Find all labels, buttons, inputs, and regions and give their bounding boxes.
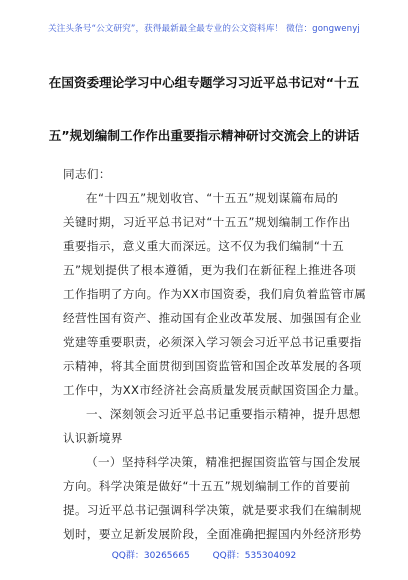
paragraph-line: 经营性国有资产、推动国有企业改革发展、加强国有企业	[63, 311, 362, 325]
footer-contacts	[0, 548, 408, 561]
paragraph-line: 提。习近平总书记强调科学决策，就是要求我们在编制规	[63, 503, 362, 517]
paragraph-line: 工作指明了方向。作为XX市国资委，我们肩负着监管市属	[63, 287, 367, 301]
paragraph-line: 重要指示，意义重大而深远。这不仅为我们编制“十五	[63, 239, 345, 253]
paragraph-line: 五”规划提供了根本遵循，更为我们在新征程上推进各项	[63, 263, 357, 277]
qq-group-1[interactable]: QQ群：30265665	[111, 551, 190, 561]
salutation: 同志们：	[63, 167, 111, 181]
section-heading: 一、深刻领会习近平总书记重要指示精神，提升思想	[86, 407, 361, 421]
subsection-line: （一）坚持科学决策，精准把握国资监管与国企发展	[86, 455, 361, 469]
paragraph-line: 划时，要立足新发展阶段，全面准确把握国内外经济形势	[63, 527, 362, 541]
qq-group-2[interactable]: QQ群：535304092	[212, 551, 297, 561]
paragraph-line: 示精神，将其全面贯彻到国资监管和国企改革发展的各项	[63, 359, 362, 373]
promo-banner[interactable]: 关注头条号“公文研究”，获得最新最全最专业的公文资料库！ 微信：gongwenyj	[48, 24, 360, 34]
paragraph-line: 党建等重要职责，必须深入学习领会习近平总书记重要指	[63, 335, 362, 349]
document-title-line-1: 在国资委理论学习中心组专题学习习近平总书记对“十五	[48, 75, 360, 90]
section-heading-continued: 认识新境界	[63, 431, 123, 445]
paragraph-line: 关键时期，习近平总书记对“十五五”规划编制工作作出	[63, 215, 351, 229]
paragraph-line: 方向。科学决策是做好“十五五”规划编制工作的首要前	[63, 479, 351, 493]
document-title-line-2: 五”规划编制工作作出重要指示精神研讨交流会上的讲话	[48, 128, 360, 143]
paragraph-line: 工作中，为XX市经济社会高质量发展贡献国资国企力量。	[63, 383, 367, 397]
paragraph-line: 在“十四五”规划收官、“十五五”规划谋篇布局的	[86, 191, 339, 205]
